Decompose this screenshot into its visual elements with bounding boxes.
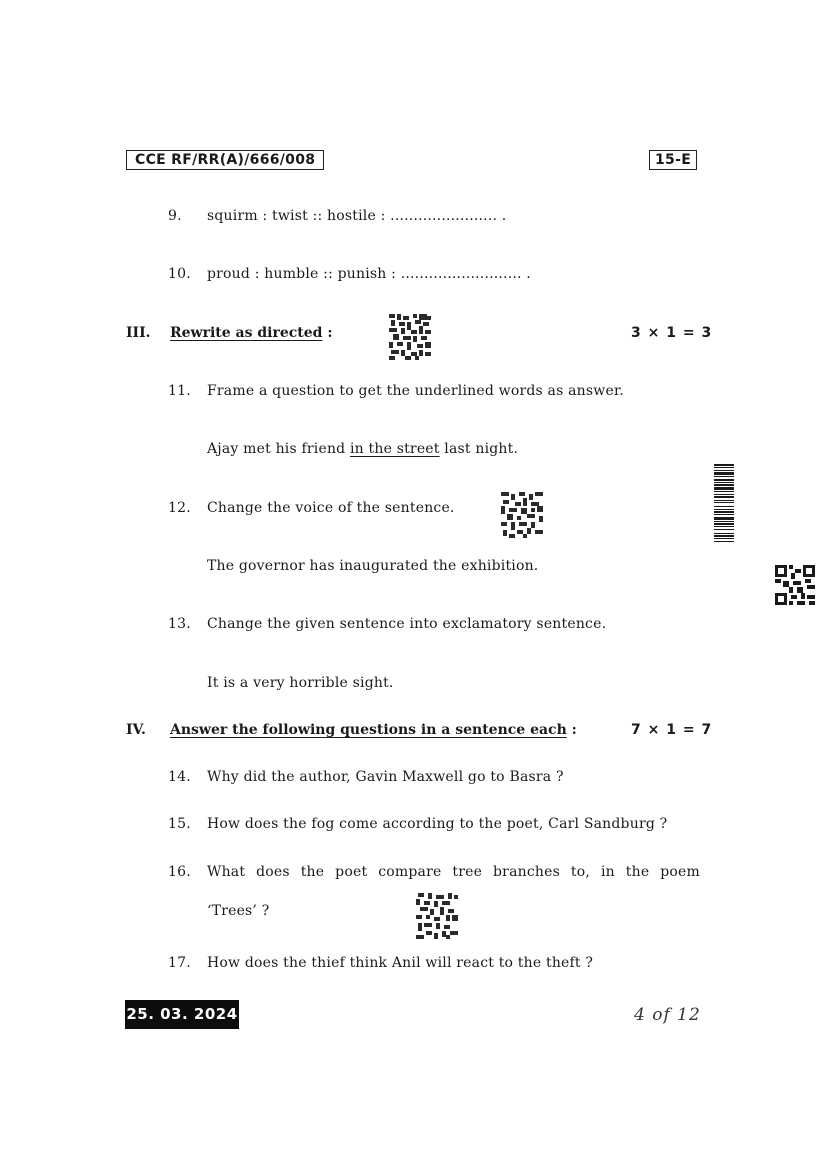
question-sentence: Ajay met his friend in the street last night. [207, 441, 519, 457]
question-text: What does the poet compare tree branches to, in the poem [207, 864, 700, 880]
question-number: 9. [168, 208, 182, 224]
question-text: squirm : twist :: hostile : ....................... . [207, 208, 507, 224]
question-number: 17. [168, 955, 191, 971]
question-text: Change the given sentence into exclamatory sentence. [207, 616, 607, 632]
version-code: 15-E [649, 150, 697, 170]
question-number: 14. [168, 769, 191, 785]
section-title: Rewrite as directed : [170, 325, 333, 341]
section-number: IV. [126, 722, 146, 738]
question-text: How does the thief think Anil will react to the theft ? [207, 955, 594, 971]
qr-code-icon [416, 893, 458, 939]
section-marks: 7 × 1 = 7 [631, 722, 713, 738]
section-title: Answer the following questions in a sentence each : [170, 722, 577, 738]
question-sentence: The governor has inaugurated the exhibition. [207, 558, 539, 574]
question-number: 16. [168, 864, 191, 880]
question-number: 11. [168, 383, 191, 399]
qr-code-icon [389, 314, 431, 360]
question-number: 13. [168, 616, 191, 632]
question-number: 12. [168, 500, 191, 516]
question-text: Why did the author, Gavin Maxwell go to Basra ? [207, 769, 564, 785]
qr-code-icon [501, 492, 543, 538]
question-number: 10. [168, 266, 191, 282]
exam-date: 25. 03. 2024 [125, 1000, 239, 1029]
question-text: Change the voice of the sentence. [207, 500, 455, 516]
section-marks: 3 × 1 = 3 [631, 325, 713, 341]
question-text: Frame a question to get the underlined words as answer. [207, 383, 624, 399]
barcode-icon [714, 464, 734, 616]
question-text: proud : humble :: punish : .......................... . [207, 266, 531, 282]
question-sentence: It is a very horrible sight. [207, 675, 394, 691]
paper-code: CCE RF/RR(A)/666/008 [126, 150, 324, 170]
qr-code-icon [775, 565, 815, 605]
question-text-continued: ‘Trees’ ? [207, 903, 270, 919]
question-number: 15. [168, 816, 191, 832]
question-text: How does the fog come according to the poet, Carl Sandburg ? [207, 816, 668, 832]
page-number: 4 of 12 [634, 1005, 701, 1025]
section-number: III. [126, 325, 151, 341]
